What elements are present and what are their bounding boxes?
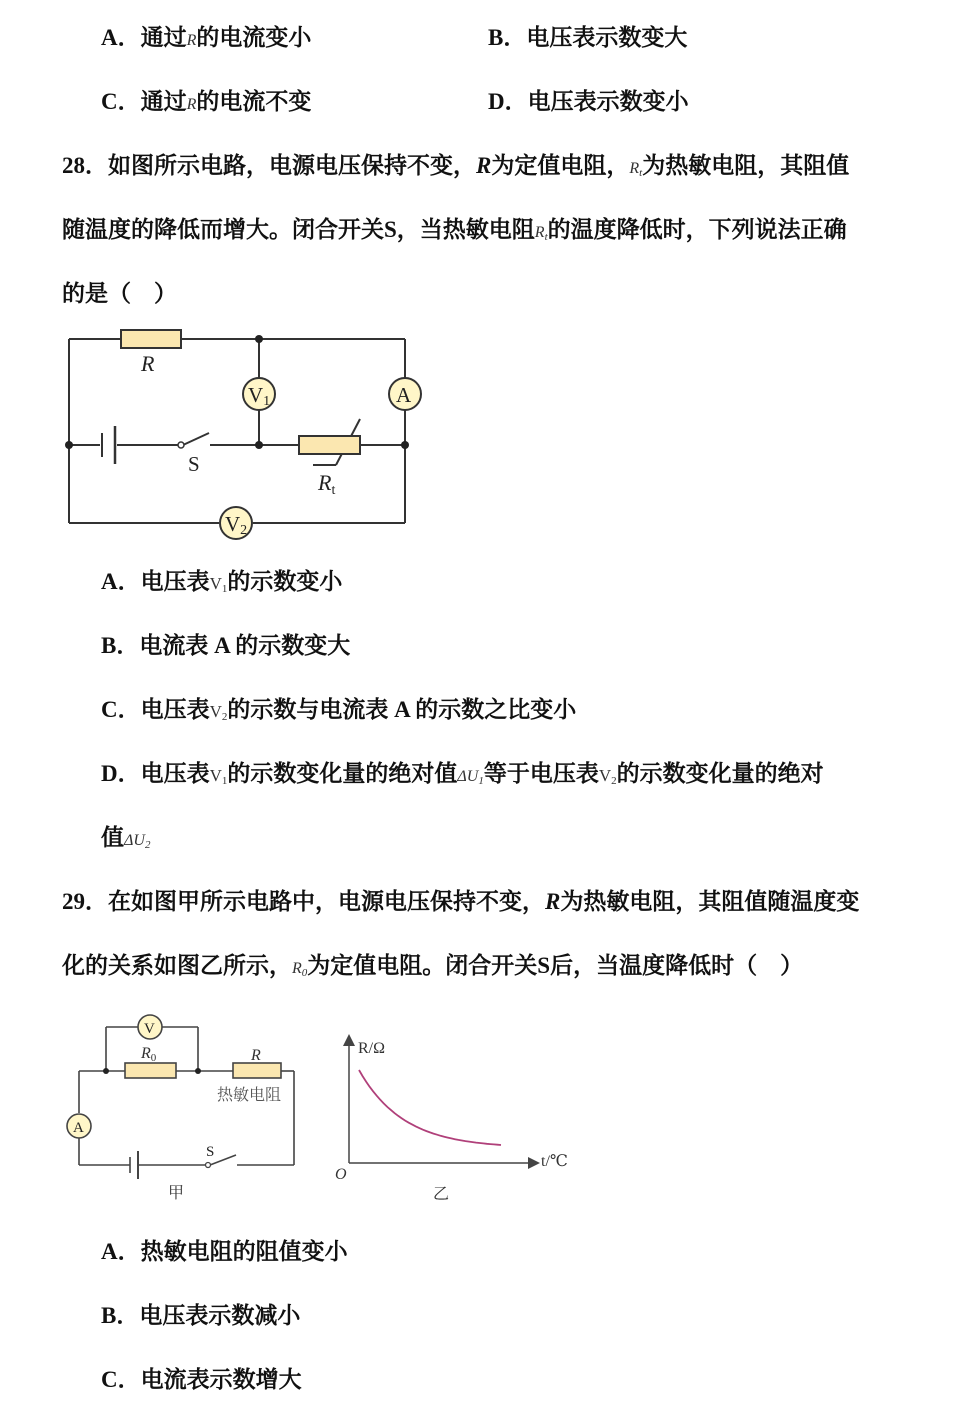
q29-label-r: R [251,1047,261,1064]
graph-origin: O [335,1166,347,1183]
q27-option-b: B．电压表示数变大 [488,25,688,51]
q29-circuit-diagram [62,1005,312,1205]
q29-option-c: C．电流表示数增大 [101,1367,302,1393]
q28-label-r: R [141,351,155,376]
q29-label-r0: R0 [141,1045,157,1064]
q29-r-t-graph [325,1025,580,1210]
q28-label-v1: V1 [248,383,271,409]
q28-label-v2: V2 [225,512,248,538]
q29-stem-line2: 化的关系如图乙所示，$R_0$为定值电阻。闭合开关S后，当温度降低时（ ） [62,953,804,979]
graph-xlabel: t/℃ [541,1153,568,1170]
graph-ylabel: R/Ω [358,1040,386,1057]
q27-option-c: C．通过R的电流不变 [101,89,312,115]
q29-option-b: B．电压表示数减小 [101,1303,301,1329]
q28-option-d-line2: 值$\Delta U_2$ [101,825,151,851]
q28-label-a: A [396,383,412,407]
q28-option-c: C．电压表$V_2$的示数与电流表 A 的示数之比变小 [101,697,577,723]
q29-label-v: V [144,1021,155,1037]
q28-label-rt: Rt [318,470,336,498]
q29-label-a: A [73,1120,84,1136]
q28-option-d: D．电压表$V_1$的示数变化量的绝对值$\Delta U_1$等于电压表$V_2$的示数变化量的绝对 [101,761,824,787]
q28-stem-line2: 随温度的降低而增大。闭合开关S，当热敏电阻$R_t$的温度降低时，下列说法正确 [62,217,847,243]
q29-stem-line1: 29．在如图甲所示电路中，电源电压保持不变，R为热敏电阻，其阻值随温度变 [62,889,860,915]
q29-option-a: A．热敏电阻的阻值变小 [101,1239,348,1265]
q28-stem-line1: 28．如图所示电路，电源电压保持不变，R为定值电阻，$R_t$为热敏电阻，其阻值 [62,153,850,179]
q29-caption-yi: 乙 [433,1184,450,1203]
q28-option-b: B．电流表 A 的示数变大 [101,633,351,659]
q29-label-s: S [206,1144,215,1160]
r-t-curve [359,1070,501,1145]
q28-stem-line3: 的是（ ） [62,281,177,307]
q27-option-d: D．电压表示数变小 [488,89,689,115]
q28-option-a: A．电压表$V_1$的示数变小 [101,569,343,595]
q29-caption-jia: 甲 [168,1183,185,1202]
q27-option-a: A．通过R的电流变小 [101,25,312,51]
q28-label-s: S [188,452,200,476]
q28-circuit-diagram [55,325,430,545]
q29-label-thermistor: 热敏电阻 [217,1085,282,1104]
